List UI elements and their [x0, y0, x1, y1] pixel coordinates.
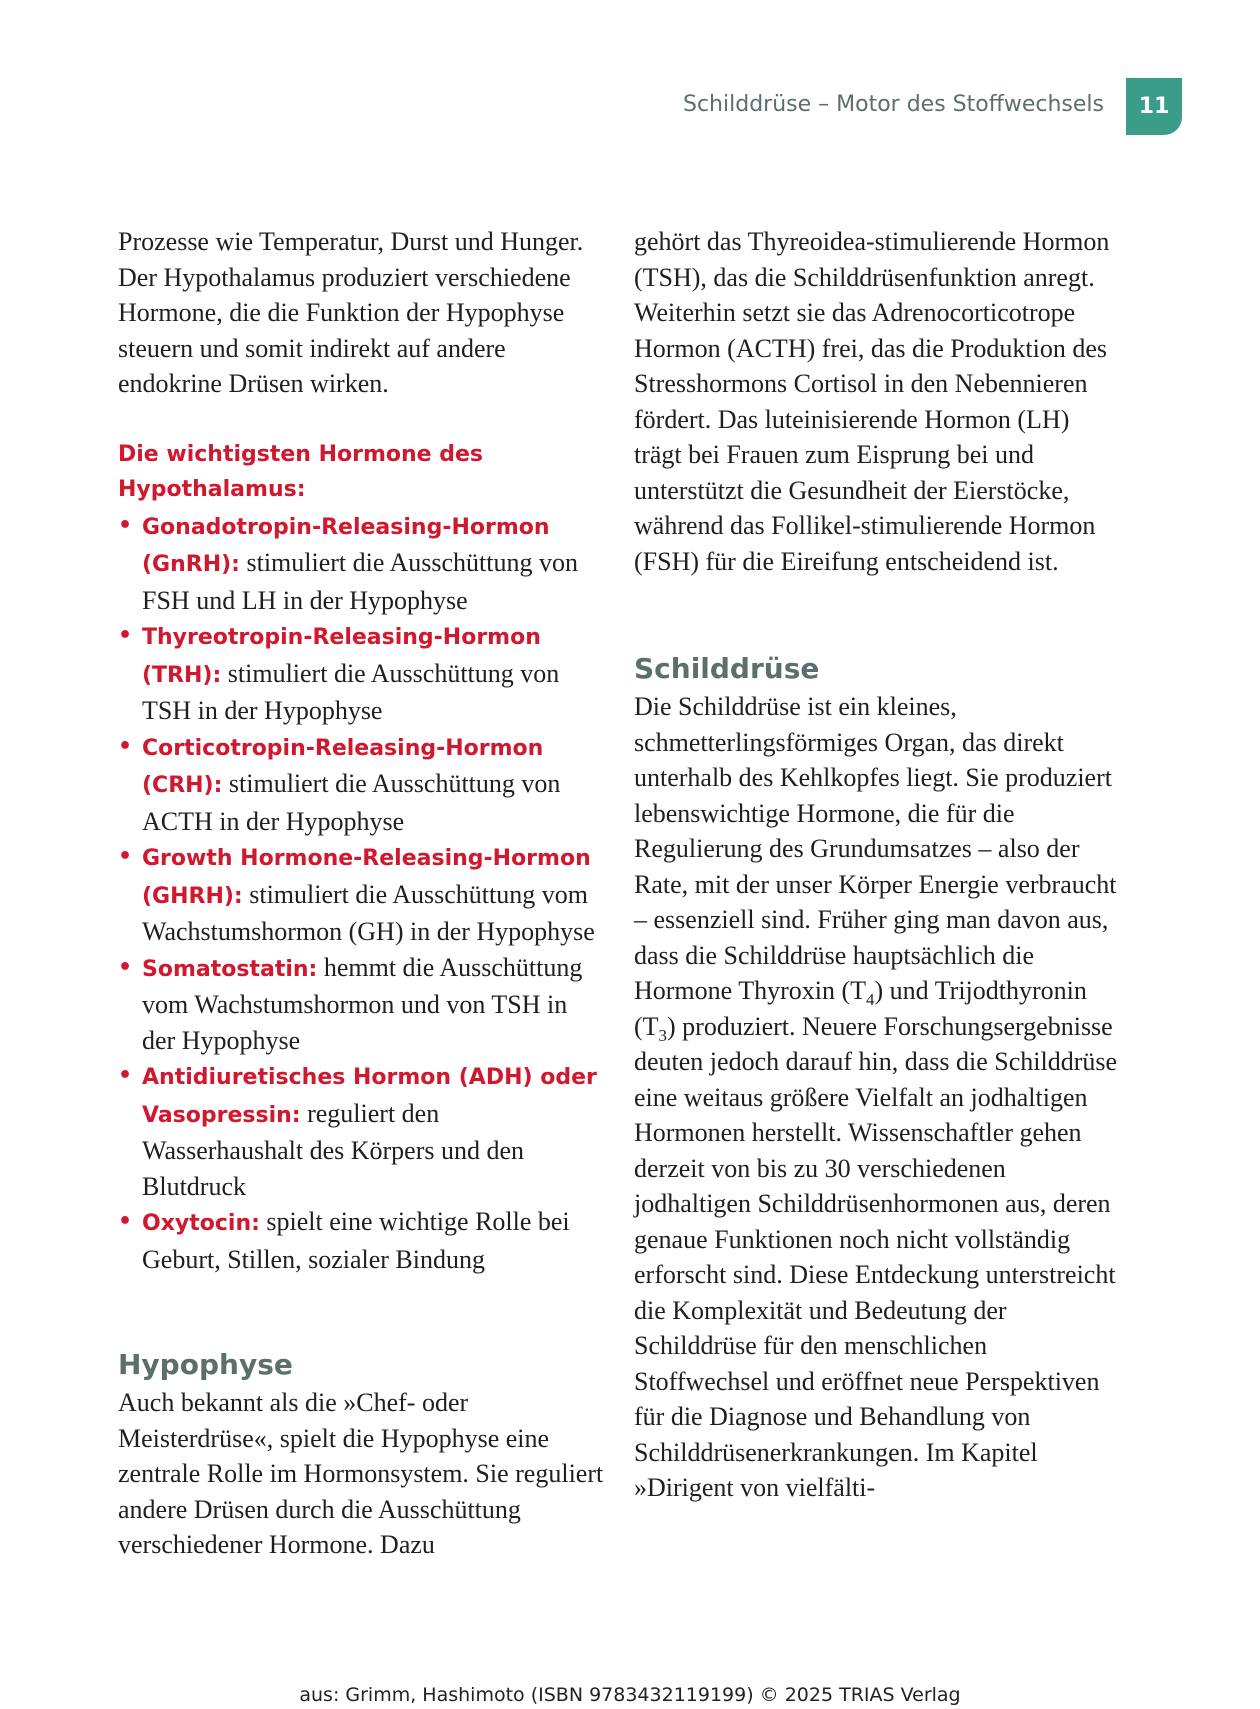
hormone-description: spielt eine wichtige Rolle bei Geburt, Stillen, sozialer Bindung [142, 1207, 570, 1274]
right-column [634, 224, 1120, 1506]
bullet-icon: • [118, 844, 133, 869]
hormone-term: Growth Hormone-Releasing-Hormon (GHRH): [142, 846, 591, 909]
schilddruese-text-part-2: ) und Trijodthyronin (T [634, 976, 1087, 1041]
hormone-description: reguliert den Wasserhaushalt des Körpers und den Blutdruck [142, 1098, 525, 1201]
hormone-term: Corticotropin-Releasing-Hormon (CRH): [142, 735, 544, 798]
hormone-description: stimuliert die Ausschüttung von TSH in der Hypophyse [142, 658, 560, 725]
section-heading-schilddruese: Schilddrüse [634, 652, 820, 685]
left-column [118, 224, 604, 1563]
footer-citation: aus: Grimm, Hashimoto (ISBN 9783432119199) © 2025 TRIAS Verlag [299, 1684, 961, 1706]
schilddruese-text-part-1: Die Schilddrüse ist ein kleines, schmetterlingsförmiges Organ, das direkt unterhalb des Kehlkopfes liegt. Sie produziert lebenswichtige Hormone, die für die Regulierung des Grundumsatzes – also der Rate, mit der unser Körper Energie verbraucht – essenziell sind. Früher ging man davon aus, dass die Schilddrüse hauptsächlich die Hormone Thyroxin (T [634, 692, 1117, 1005]
list-item [118, 839, 604, 950]
right-intro-paragraph: gehört das Thyreoidea-stimulierende Hormon (TSH), das die Schilddrüsenfunktion anregt. Weiterhin setzt sie das Adrenocorticotrope Hormon (ACTH) frei, das die Produktion des Stresshormons Cortisol in den Nebennieren fördert. Das luteinisierende Hormon (LH) trägt bei Frauen zum Eisprung bei und unterstützt die Gesundheit der Eierstöcke, während das Follikel-stimulierende Hormon (FSH) für die Eireifung entscheidend ist. [634, 227, 1110, 576]
bullet-icon: • [118, 512, 133, 538]
hormone-description: stimuliert die Ausschüttung vom Wachstumshormon (GH) in der Hypophyse [142, 879, 595, 946]
section-heading-hypophyse: Hypophyse [118, 1348, 293, 1381]
hormone-term: Antidiuretisches Hormon (ADH) oder Vasopressin: [142, 1065, 597, 1128]
hormone-term: Thyreotropin-Releasing-Hormon (TRH): [142, 625, 541, 688]
hormone-term: Somatostatin: [142, 956, 318, 982]
schilddruese-text-part-3: ) produziert. Neuere Forschungsergebnisse deuten jedoch darauf hin, dass die Schilddrüse eine weitaus größere Vielfalt an jodhaltigen Hormonen herstellt. Wissenschaftler gehen derzeit von bis zu 30 verschiedenen jodhaltigen Schilddrüsenhormonen aus, deren genaue Funktionen noch nicht vollständig erforscht sind. Diese Entdeckung unterstreicht die Komplexität und Bedeutung der Schilddrüse für den menschlichen Stoffwechsel und eröffnet neue Perspektiven für die Diagnose und Behandlung von Schilddrüsenerkrankungen. Im Kapitel »Dirigent von vielfälti- [634, 1011, 1118, 1502]
schilddruese-paragraph [634, 689, 1120, 1506]
t3-subscript: 3 [658, 1025, 667, 1045]
list-item [118, 618, 604, 729]
hormone-description: stimuliert die Ausschüttung von ACTH in der Hypophyse [142, 769, 561, 836]
bullet-icon: • [118, 733, 133, 759]
list-item [118, 950, 604, 1059]
list-item [118, 508, 604, 619]
bullet-icon: • [118, 1209, 133, 1234]
bullet-icon: • [118, 1063, 133, 1088]
list-item [118, 1204, 604, 1277]
t4-subscript: 4 [866, 990, 875, 1010]
hypophyse-paragraph: Auch bekannt als die »Chef- oder Meisterdrüse«, spielt die Hypophyse eine zentrale Rolle im Hormonsystem. Sie reguliert andere Drüsen durch die Ausschüttung verschiedener Hormone. Dazu [118, 1388, 604, 1559]
left-intro-paragraph: Prozesse wie Temperatur, Durst und Hunger. Der Hypothalamus produziert verschiedene Hormone, die die Funktion der Hypophyse steuern und somit indirekt auf andere endokrine Drüsen wirken. [118, 227, 584, 398]
bullet-icon: • [118, 623, 133, 648]
hormone-list-heading: Die wichtigsten Hormone des Hypothalamus: [118, 441, 484, 502]
hormone-description: hemmt die Ausschüttung vom Wachstumshormon und von TSH in der Hypophyse [142, 952, 583, 1055]
hormone-description: stimuliert die Ausschüttung von FSH und LH in der Hypophyse [142, 548, 578, 615]
hormone-term: Gonadotropin-Releasing-Hormon (GnRH): [142, 514, 550, 577]
list-item [118, 1058, 604, 1204]
page-number-badge: 11 [1126, 78, 1182, 135]
running-header-title: Schilddrüse – Motor des Stoffwechsels [683, 92, 1104, 117]
hormone-list [118, 508, 604, 1278]
bullet-icon: • [118, 954, 133, 980]
hormone-term: Oxytocin: [142, 1211, 260, 1236]
list-item [118, 729, 604, 840]
